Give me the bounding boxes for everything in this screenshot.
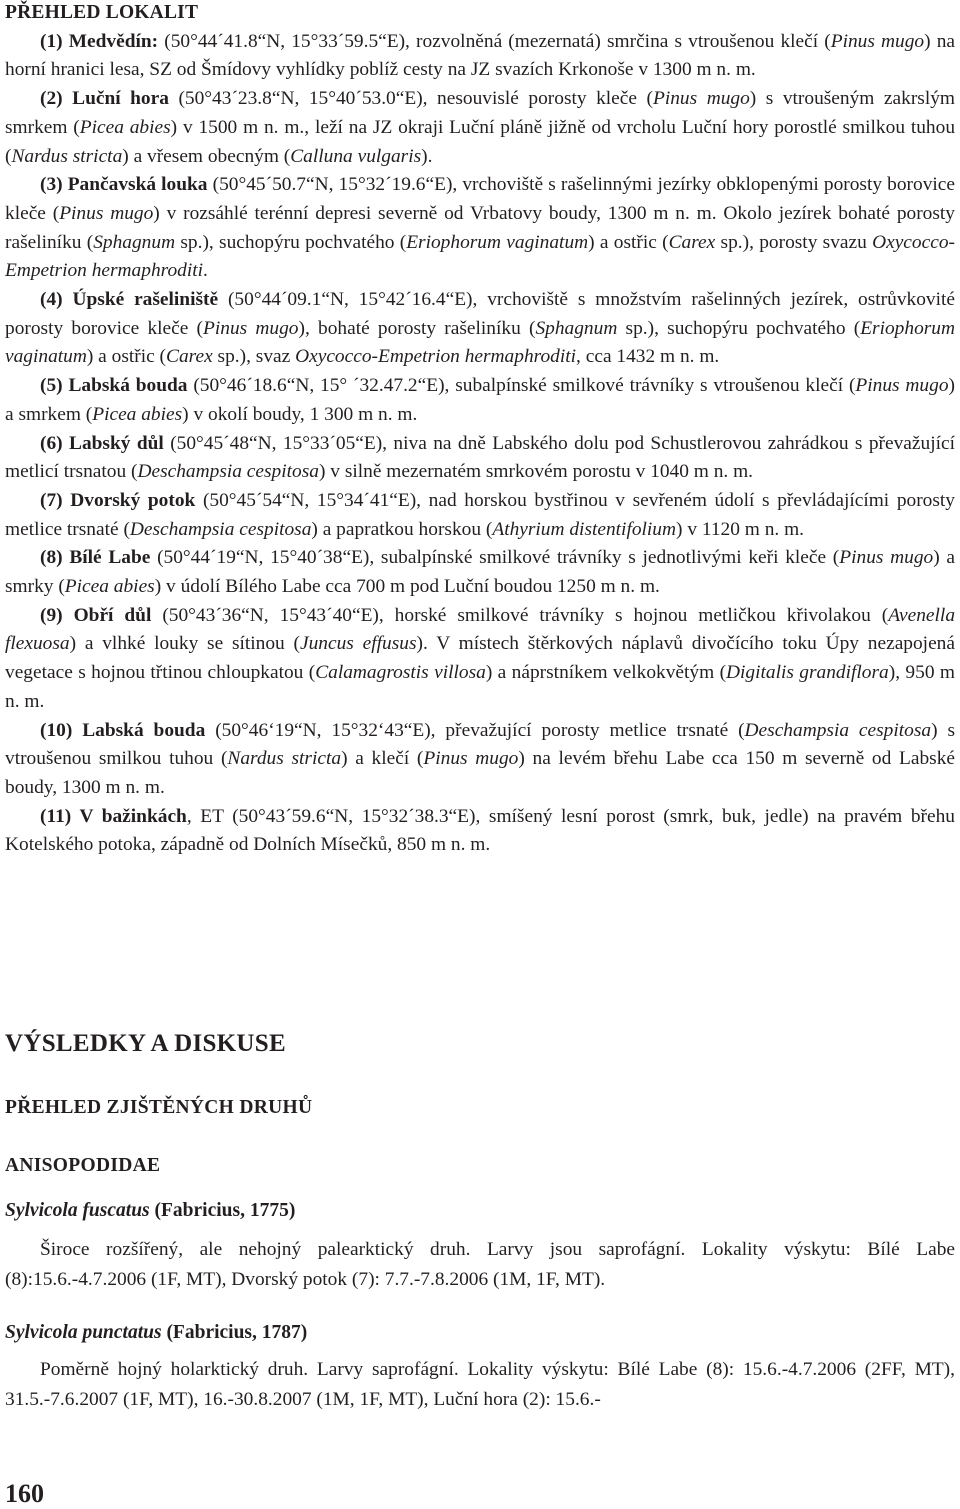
locality-paragraph — [5, 85, 955, 171]
localities-section — [5, 0, 955, 860]
page-number: 160 — [5, 1479, 44, 1508]
locality-text: ) v silně mezernatém smrkovém porostu v 1040 m n. m. — [318, 461, 754, 483]
locality-paragraph — [5, 28, 955, 85]
locality-text: ). — [421, 145, 433, 167]
taxon-name: Sphagnum — [535, 317, 618, 339]
taxon-name: Pinus mugo — [203, 317, 299, 339]
locality-text: ) a ostřic ( — [588, 231, 669, 253]
locality-paragraph — [5, 803, 955, 860]
species-name: Sylvicola fuscatus — [5, 1200, 150, 1221]
locality-label: (2) Luční hora — [40, 88, 169, 110]
taxon-name: Pinus mugo — [830, 30, 925, 52]
locality-text: (50°45´54“N, 15°34´41“E), nad horskou bystřinou v sevřeném údolí s převládajícími porosty metlice trsnaté ( — [5, 489, 956, 540]
taxon-name: Deschampsia cespitosa — [744, 719, 932, 741]
family-heading: ANISOPODIDAE — [5, 1155, 161, 1176]
locality-text: (50°46‘19“N, 15°32‘43“E), převažující porosty metlice trsnaté ( — [205, 719, 745, 741]
species-text: Široce rozšířený, ale nehojný palearktický druh. Larvy jsou saprofágní. Lokality výskytu: Bílé Labe (8):15.6.-4.7.2006 (1F, MT), Dvorský potok (7): 7.7.-7.8.2006 (1M, 1F, MT). — [5, 1239, 955, 1290]
locality-text: ). V místech štěrkových náplavů divočícího toku Úpy nezapojená vegetace s hojnou třtinou chloupkatou ( — [5, 633, 955, 684]
taxon-name: Digitalis grandiflora — [726, 662, 889, 684]
locality-paragraph — [5, 372, 955, 429]
taxon-name: Pinus mugo — [839, 547, 934, 569]
species-author: (Fabricius, 1775) — [149, 1200, 296, 1221]
taxon-name: Pinus mugo — [423, 748, 519, 770]
species-title — [5, 1200, 295, 1222]
locality-label: (3) Pančavská louka — [40, 174, 208, 196]
locality-text: ) v 1120 m n. m. — [676, 518, 805, 540]
species-description — [5, 1355, 955, 1414]
locality-text: ) v rozsáhlé terénní depresi severně od Vrbatovy boudy, 1300 m n. m. Okolo jezírek bohaté porosty rašeliníku ( — [5, 202, 955, 253]
taxon-name: Deschampsia cespitosa — [137, 461, 319, 483]
taxon-name: Calluna vulgaris — [290, 145, 422, 167]
locality-text: ), bohaté porosty rašeliníku ( — [298, 317, 536, 339]
taxon-name: Avenella flexuosa — [5, 604, 956, 655]
taxon-name: Deschampsia cespitosa — [129, 518, 312, 540]
locality-text: (50°45´50.7“N, 15°32´19.6“E), vrchoviště s rašelinnými jezírky obklopenými porosty borovice kleče ( — [5, 174, 955, 224]
species-name: Sylvicola punctatus — [5, 1322, 162, 1343]
locality-text: ) v okolí boudy, 1 300 m n. m. — [182, 403, 418, 425]
locality-text: ) a vlhké louky se sítinou ( — [69, 633, 300, 655]
locality-text: ) a klečí ( — [341, 748, 424, 770]
taxon-name: Juncus effusus — [300, 633, 417, 655]
locality-text: ) s vtroušenou smilkou tuhou ( — [5, 719, 955, 770]
locality-text: , ET (50°43´59.6“N, 15°32´38.3“E), smíšený lesní porost (smrk, buk, jedle) na pravém břehu Kotelského potoka, západně od Dolních Mísečků, 850 m n. m. — [5, 805, 955, 856]
locality-text: ) na levém břehu Labe cca 150 m severně od Labské boudy, 1300 m n. m. — [5, 748, 956, 798]
taxon-name: Nardus stricta — [11, 145, 123, 167]
locality-text: ) v 1500 m n. m., leží na JZ okraji Luční pláně jižně od vrcholu Luční hory porostlé smilkou tuhou ( — [5, 116, 956, 167]
taxon-name: Pinus mugo — [855, 375, 949, 397]
results-heading: VÝSLEDKY A DISKUSE — [5, 1030, 286, 1057]
locality-text: ) s vtroušeným zakrslým smrkem ( — [5, 88, 955, 138]
locality-label: (4) Úpské rašeliniště — [40, 289, 219, 311]
species-overview-heading: PŘEHLED ZJIŠTĚNÝCH DRUHŮ — [5, 1097, 313, 1118]
taxon-name: Sphagnum — [93, 231, 176, 253]
taxon-name: Carex — [166, 346, 213, 368]
locality-label: (5) Labská bouda — [40, 375, 188, 397]
locality-text: (50°46´18.6“N, 15° ´32.47.2“E), subalpínské smilkové trávníky s vtroušenou klečí ( — [187, 375, 856, 397]
locality-label: (9) Obří důl — [40, 604, 152, 626]
locality-text: ), 950 m n. m. — [5, 662, 955, 712]
locality-paragraph — [5, 286, 955, 372]
locality-text: (50°44´19“N, 15°40´38“E), subalpínské smilkové trávníky s jednotlivými keři kleče ( — [150, 547, 840, 569]
localities-list — [5, 28, 955, 860]
species-author: (Fabricius, 1787) — [161, 1322, 308, 1343]
taxon-name: Eriophorum vaginatum — [406, 231, 589, 253]
locality-label: (8) Bílé Labe — [40, 547, 151, 569]
locality-text: , cca 1432 m n. m. — [576, 346, 720, 368]
locality-text: ) na horní hranici lesa, SZ od Šmídovy vyhlídky poblíž cesty na JZ svazích Krkonoše v 1300 m n. m. — [5, 30, 955, 81]
locality-label: (7) Dvorský potok — [40, 489, 196, 511]
taxon-name: Pinus mugo — [653, 88, 750, 110]
locality-paragraph — [5, 602, 955, 717]
locality-paragraph — [5, 717, 955, 803]
locality-text: ) v údolí Bílého Labe cca 700 m pod Luční boudou 1250 m n. m. — [154, 576, 660, 598]
locality-text: sp.), svaz — [212, 346, 296, 368]
locality-text: sp.), porosty svazu — [715, 231, 873, 253]
locality-text: ) a smrky ( — [5, 547, 956, 598]
species-text: Poměrně hojný holarktický druh. Larvy saprofágní. Lokality výskytu: Bílé Labe (8): 15.6.-4.7.2006 (2FF, MT), 31.5.-7.6.2007 (1F, MT), 16.-30.8.2007 (1M, 1F, MT), Luční hora (2): 15.6.- — [5, 1359, 955, 1410]
locality-label: (6) Labský důl — [40, 432, 164, 454]
locality-text: (50°43´36“N, 15°43´40“E), horské smilkové trávníky s hojnou metličkou křivolakou ( — [151, 604, 889, 626]
locality-label: (1) Medvědín: — [40, 30, 159, 52]
species-title — [5, 1322, 307, 1344]
species-description — [5, 1235, 955, 1294]
taxon-name: Picea abies — [79, 116, 171, 138]
locality-text: . — [203, 260, 208, 282]
locality-text: ) a vřesem obecným ( — [122, 145, 291, 167]
locality-text: sp.), suchopýru pochvatého ( — [617, 317, 861, 339]
taxon-name: Eriophorum vaginatum — [5, 317, 956, 368]
taxon-name: Nardus stricta — [227, 748, 342, 770]
taxon-name: Picea abies — [92, 403, 183, 425]
locality-text: (50°45´48“N, 15°33´05“E), niva na dně Labského dolu pod Schustlerovou zahrádkou s převažující metlicí trsnatou ( — [5, 432, 955, 483]
locality-text: (50°44´09.1“N, 15°42´16.4“E), vrchoviště s množstvím rašelinných jezírek, ostrůvkovité porosty borovice kleče ( — [5, 289, 955, 339]
locality-label: (11) V bažinkách — [40, 805, 187, 827]
locality-paragraph — [5, 430, 955, 487]
taxon-name: Oxycocco-Empetrion hermaphroditi — [295, 346, 577, 368]
locality-text: sp.), suchopýru pochvatého ( — [175, 231, 407, 253]
section-title: PŘEHLED LOKALIT — [5, 2, 199, 23]
locality-label: (10) Labská bouda — [40, 719, 206, 741]
taxon-name: Oxycocco-Empetrion hermaphroditi — [5, 231, 955, 282]
locality-text: ) a papratkou horskou ( — [311, 518, 493, 540]
locality-paragraph — [5, 171, 955, 286]
taxon-name: Calamagrostis villosa — [315, 662, 486, 684]
locality-paragraph — [5, 487, 955, 544]
locality-text: ) a smrkem ( — [5, 375, 955, 425]
locality-text: (50°43´23.8“N, 15°40´53.0“E), nesouvislé porosty kleče ( — [168, 88, 653, 110]
taxon-name: Carex — [668, 231, 716, 253]
locality-text: (50°44´41.8“N, 15°33´59.5“E), rozvolněná (mezernatá) smrčina s vtroušenou klečí ( — [158, 30, 831, 52]
locality-paragraph — [5, 544, 955, 601]
taxon-name: Picea abies — [64, 576, 155, 598]
taxon-name: Athyrium distentifolium — [492, 518, 677, 540]
taxon-name: Pinus mugo — [59, 202, 154, 224]
locality-text: ) a náprstníkem velkokvětým ( — [485, 662, 727, 684]
locality-text: ) a ostřic ( — [86, 346, 167, 368]
